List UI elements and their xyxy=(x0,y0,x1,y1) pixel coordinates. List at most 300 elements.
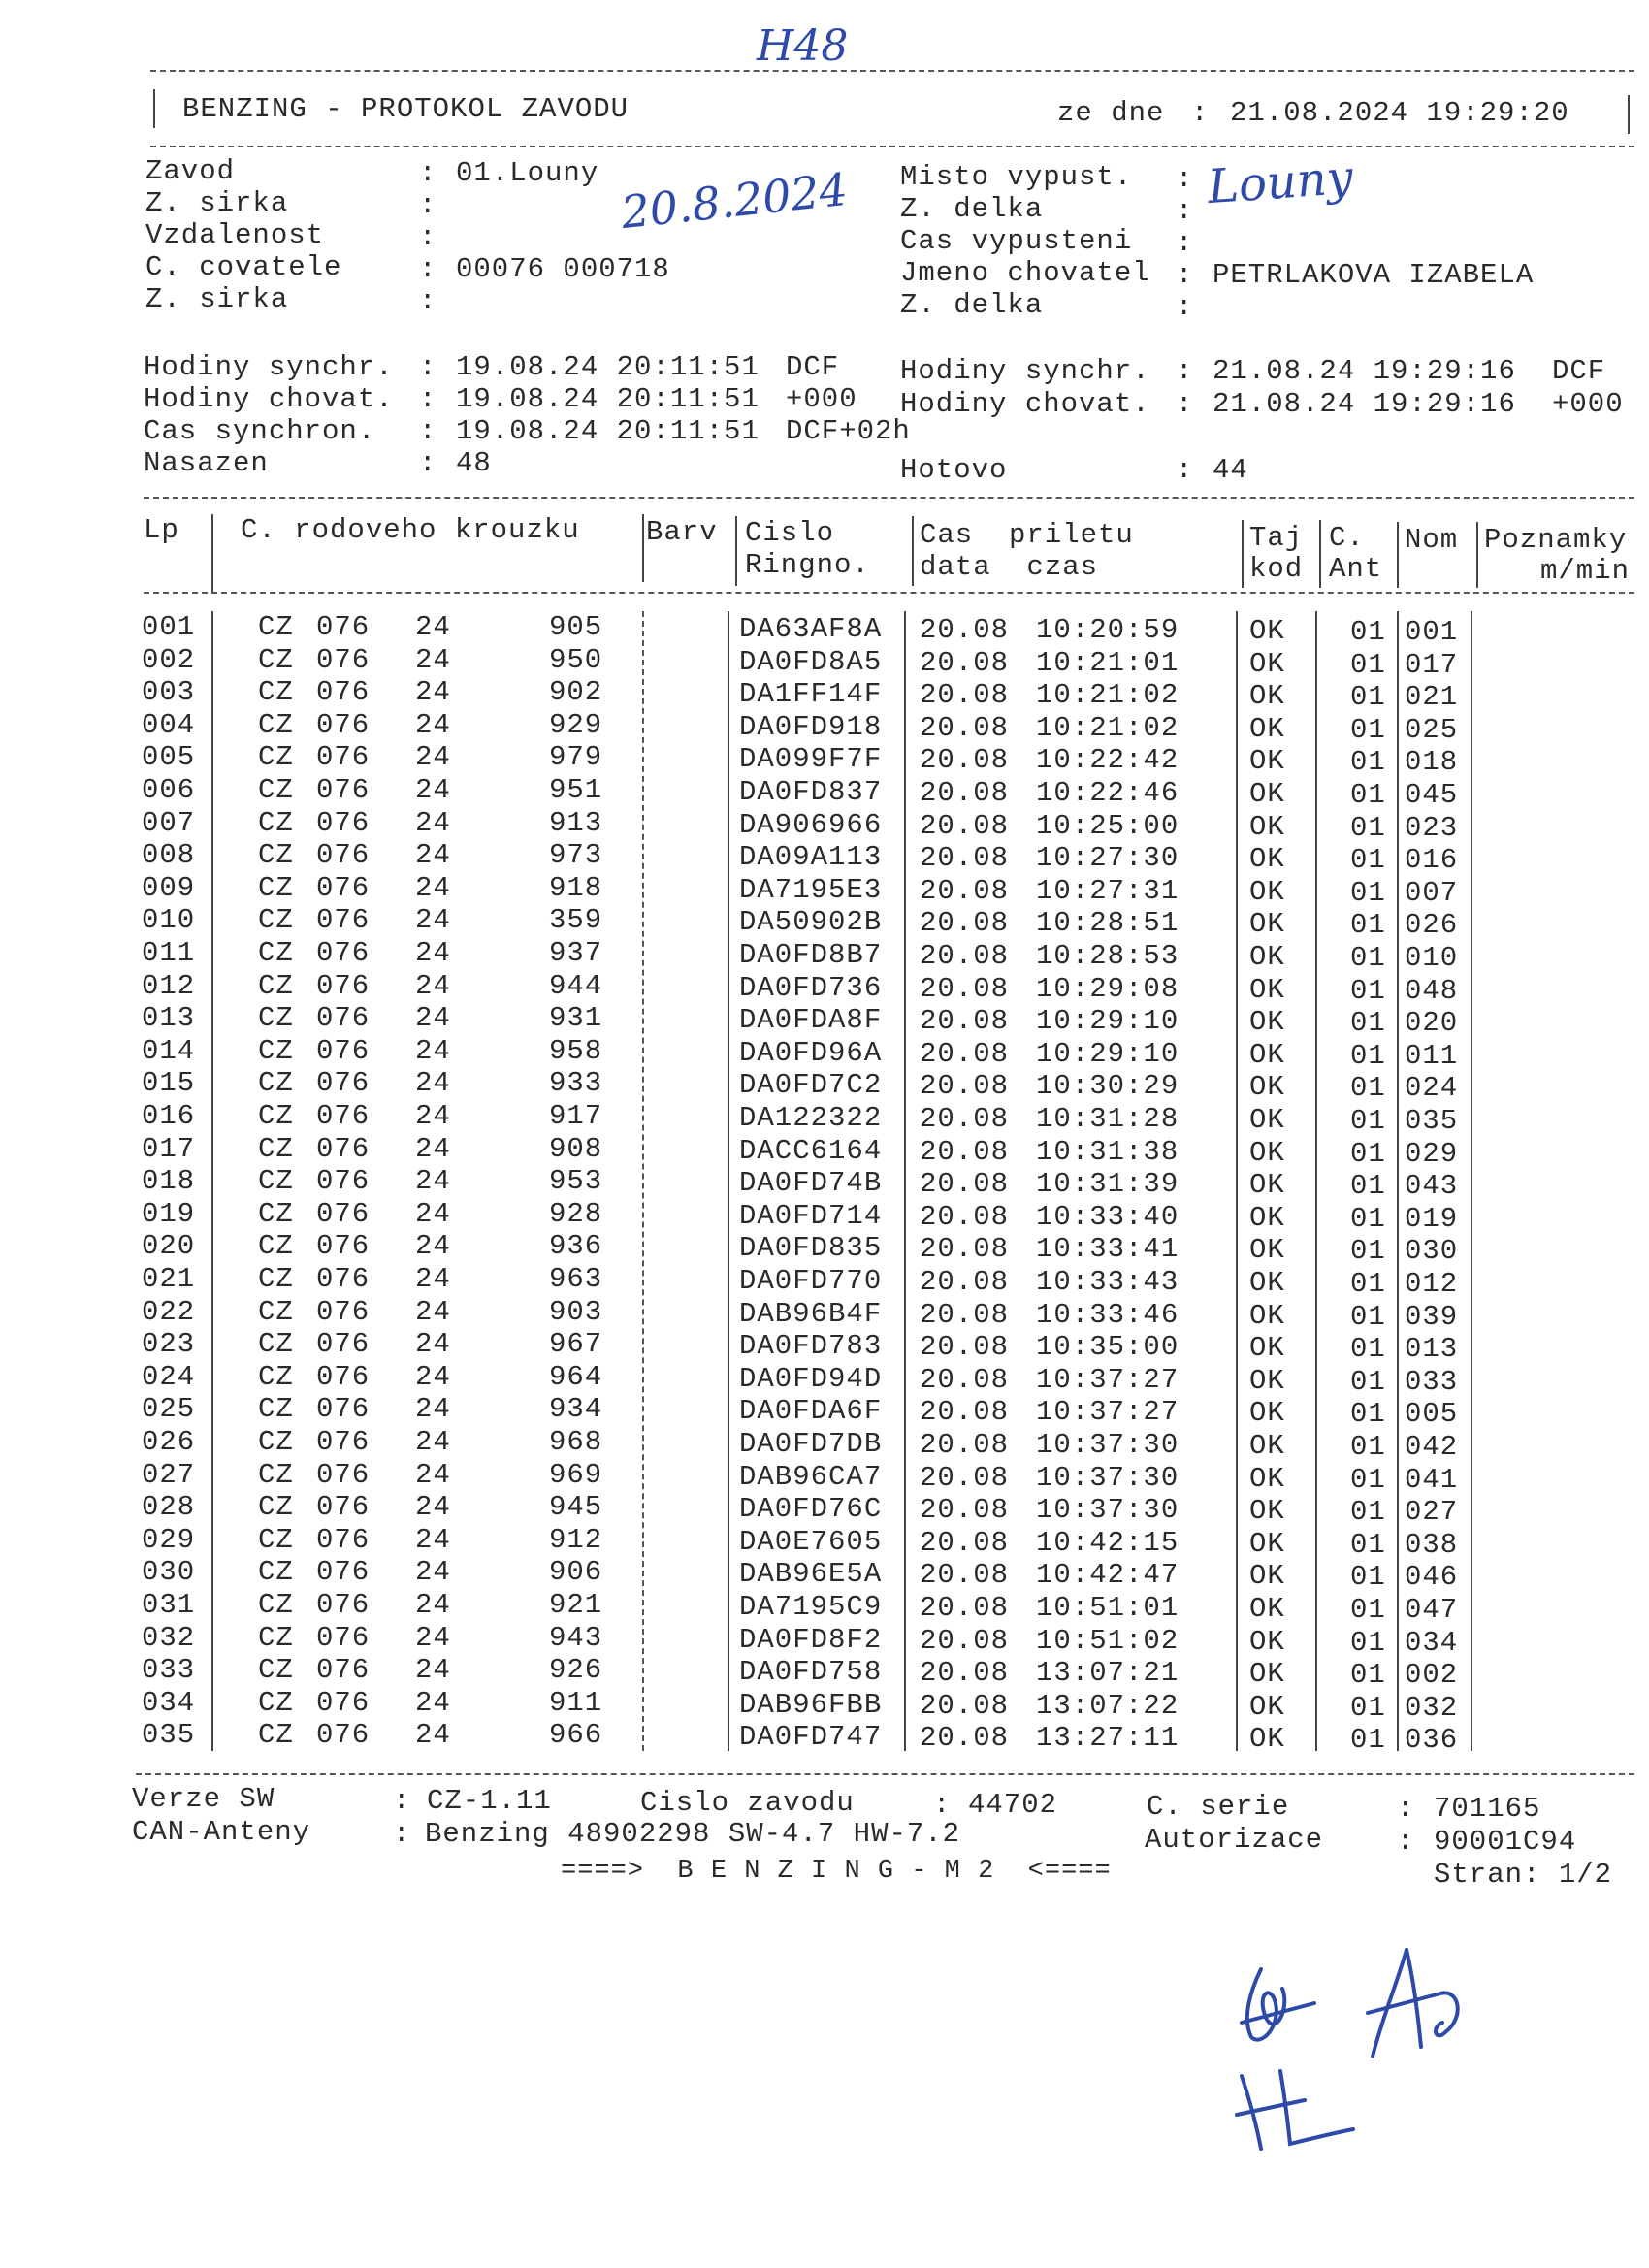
row-taj: OK xyxy=(1249,1463,1285,1495)
info-right-value: PETRLAKOVA IZABELA xyxy=(1212,259,1535,291)
row-country-code: 076 xyxy=(316,1393,371,1425)
autor-value: 90001C94 xyxy=(1434,1826,1577,1858)
sync-right-suffix: +000 xyxy=(1552,388,1624,420)
row-year: 24 xyxy=(415,1100,451,1132)
cislo-colon: : xyxy=(933,1789,952,1821)
row-taj: OK xyxy=(1249,680,1285,712)
info-right-colon: : xyxy=(1176,195,1194,227)
row-time: 13:27:11 xyxy=(1036,1722,1180,1754)
row-country-code: 076 xyxy=(316,1361,371,1393)
sync-left-colon: : xyxy=(419,415,437,447)
row-country: CZ xyxy=(258,1100,294,1132)
row-ant: 01 xyxy=(1350,1561,1386,1593)
info-right-colon: : xyxy=(1176,227,1194,259)
verze-value: CZ-1.11 xyxy=(427,1785,552,1817)
row-nom: 043 xyxy=(1405,1170,1459,1202)
row-lp: 030 xyxy=(142,1556,196,1588)
info-right-label: Misto vypust. xyxy=(900,161,1133,193)
row-time: 10:42:15 xyxy=(1036,1527,1180,1559)
body-column-divider xyxy=(1397,611,1399,1751)
col-header-cislo: Cislo xyxy=(745,517,835,549)
col-header-poznamky: Poznamky xyxy=(1484,524,1628,556)
row-country-code: 076 xyxy=(316,1328,371,1360)
row-country: CZ xyxy=(258,807,294,839)
row-year: 24 xyxy=(415,1654,451,1686)
row-lp: 013 xyxy=(142,1002,196,1034)
row-date: 20.08 xyxy=(920,1592,1010,1624)
row-lp: 002 xyxy=(142,644,196,676)
row-country: CZ xyxy=(258,1654,294,1686)
row-chip-id: DA0FD918 xyxy=(739,711,883,743)
row-lp: 007 xyxy=(142,807,196,839)
row-year: 24 xyxy=(415,807,451,839)
row-country-code: 076 xyxy=(316,709,371,741)
autor-label: Autorizace xyxy=(1145,1824,1324,1856)
handwritten-date: 20.8.2024 xyxy=(618,162,851,240)
row-country: CZ xyxy=(258,611,294,643)
row-lp: 003 xyxy=(142,676,196,708)
info-right-label: Jmeno chovatel xyxy=(900,257,1150,289)
row-country-code: 076 xyxy=(316,1426,371,1458)
row-ring-number: 933 xyxy=(549,1067,603,1099)
row-taj: OK xyxy=(1249,908,1285,940)
row-country: CZ xyxy=(258,872,294,904)
row-ring-number: 979 xyxy=(549,741,603,773)
can-label: CAN-Anteny xyxy=(132,1816,311,1848)
col-header-lp: Lp xyxy=(144,514,179,546)
row-ring-number: 926 xyxy=(549,1654,603,1686)
row-chip-id: DA0FDA8F xyxy=(739,1004,883,1036)
row-ring-number: 951 xyxy=(549,774,603,806)
row-country: CZ xyxy=(258,1198,294,1230)
body-column-divider xyxy=(728,611,729,1751)
info-left-colon: : xyxy=(419,221,437,253)
row-ant: 01 xyxy=(1350,616,1386,648)
header-left-border xyxy=(153,89,155,128)
row-taj: OK xyxy=(1249,648,1285,680)
row-date: 20.08 xyxy=(920,647,1010,679)
row-year: 24 xyxy=(415,709,451,741)
sync-left-value: 19.08.24 20:11:51 xyxy=(456,351,760,383)
row-country: CZ xyxy=(258,774,294,806)
verze-colon: : xyxy=(393,1785,411,1817)
row-time: 10:21:01 xyxy=(1036,647,1180,679)
row-country-code: 076 xyxy=(316,904,371,936)
row-country-code: 076 xyxy=(316,1589,371,1621)
row-ant: 01 xyxy=(1350,1040,1386,1072)
row-chip-id: DA0FD758 xyxy=(739,1656,883,1688)
row-date: 20.08 xyxy=(920,1396,1010,1428)
col-header-mmin: m/min xyxy=(1540,555,1631,587)
row-nom: 042 xyxy=(1405,1431,1459,1463)
col-header-kod: kod xyxy=(1249,553,1304,585)
autor-colon: : xyxy=(1397,1826,1415,1858)
row-lp: 006 xyxy=(142,774,196,806)
row-nom: 032 xyxy=(1405,1692,1459,1724)
row-lp: 033 xyxy=(142,1654,196,1686)
row-date: 20.08 xyxy=(920,1070,1010,1102)
row-chip-id: DA0FD7C2 xyxy=(739,1069,883,1101)
row-taj: OK xyxy=(1249,941,1285,973)
row-country: CZ xyxy=(258,1589,294,1621)
row-lp: 019 xyxy=(142,1198,196,1230)
row-chip-id: DA7195E3 xyxy=(739,874,883,906)
row-chip-id: DACC6164 xyxy=(739,1135,883,1167)
row-country: CZ xyxy=(258,937,294,969)
row-taj: OK xyxy=(1249,1006,1285,1038)
row-lp: 021 xyxy=(142,1263,196,1295)
row-date: 20.08 xyxy=(920,1168,1010,1200)
row-year: 24 xyxy=(415,1459,451,1491)
row-ant: 01 xyxy=(1350,942,1386,974)
row-nom: 005 xyxy=(1405,1398,1459,1430)
row-time: 10:29:10 xyxy=(1036,1005,1180,1037)
info-left-value: 01.Louny xyxy=(456,157,599,189)
row-lp: 016 xyxy=(142,1100,196,1132)
row-taj: OK xyxy=(1249,1137,1285,1169)
row-chip-id: DAB96E5A xyxy=(739,1558,883,1590)
report-date-colon: : xyxy=(1191,97,1210,129)
row-country: CZ xyxy=(258,1491,294,1523)
row-ant: 01 xyxy=(1350,681,1386,713)
row-ring-number: 906 xyxy=(549,1556,603,1588)
row-time: 10:27:31 xyxy=(1036,875,1180,907)
row-date: 20.08 xyxy=(920,1462,1010,1494)
row-chip-id: DA099F7F xyxy=(739,743,883,775)
sync-right-colon: : xyxy=(1176,355,1194,387)
col-header-ring: C. rodoveho krouzku xyxy=(241,514,580,546)
row-year: 24 xyxy=(415,1361,451,1393)
row-lp: 005 xyxy=(142,741,196,773)
row-ring-number: 929 xyxy=(549,709,603,741)
row-taj: OK xyxy=(1249,1234,1285,1266)
row-date: 20.08 xyxy=(920,1103,1010,1135)
col-header-cas: Cas priletu xyxy=(920,519,1134,551)
col-header-nom: Nom xyxy=(1405,524,1459,556)
row-year: 24 xyxy=(415,1230,451,1262)
signature-2 xyxy=(1353,1940,1479,2076)
header-right-border xyxy=(1628,95,1630,134)
row-lp: 020 xyxy=(142,1230,196,1262)
row-country-code: 076 xyxy=(316,937,371,969)
row-chip-id: DA0FD8F2 xyxy=(739,1624,883,1656)
row-time: 10:21:02 xyxy=(1036,679,1180,711)
row-nom: 034 xyxy=(1405,1627,1459,1659)
row-ring-number: 905 xyxy=(549,611,603,643)
row-year: 24 xyxy=(415,644,451,676)
row-ant: 01 xyxy=(1350,1464,1386,1496)
row-nom: 048 xyxy=(1405,975,1459,1007)
row-taj: OK xyxy=(1249,1071,1285,1103)
row-ant: 01 xyxy=(1350,1170,1386,1202)
sync-left-colon: : xyxy=(419,351,437,383)
report-title: BENZING - PROTOKOL ZAVODU xyxy=(182,93,630,125)
row-chip-id: DA0E7605 xyxy=(739,1526,883,1558)
row-taj: OK xyxy=(1249,1397,1285,1429)
row-year: 24 xyxy=(415,1719,451,1751)
row-country-code: 076 xyxy=(316,774,371,806)
row-lp: 028 xyxy=(142,1491,196,1523)
row-nom: 035 xyxy=(1405,1105,1459,1137)
report-date-label: ze dne xyxy=(1057,97,1165,129)
row-year: 24 xyxy=(415,741,451,773)
row-lp: 034 xyxy=(142,1687,196,1719)
row-country: CZ xyxy=(258,1426,294,1458)
row-ring-number: 908 xyxy=(549,1133,603,1165)
sync-left-value: 19.08.24 20:11:51 xyxy=(456,383,760,415)
row-ring-number: 911 xyxy=(549,1687,603,1719)
row-date: 20.08 xyxy=(920,679,1010,711)
row-ant: 01 xyxy=(1350,1301,1386,1333)
row-date: 20.08 xyxy=(920,1233,1010,1265)
row-ring-number: 912 xyxy=(549,1524,603,1556)
row-country-code: 076 xyxy=(316,1002,371,1034)
serie-colon: : xyxy=(1397,1793,1415,1825)
row-time: 10:22:46 xyxy=(1036,777,1180,809)
header-rule-bottom xyxy=(150,146,1634,147)
row-chip-id: DA1FF14F xyxy=(739,678,883,710)
row-country: CZ xyxy=(258,1165,294,1197)
row-nom: 041 xyxy=(1405,1464,1459,1496)
row-lp: 032 xyxy=(142,1622,196,1654)
table-rule-header xyxy=(144,592,1634,594)
row-lp: 035 xyxy=(142,1719,196,1751)
row-taj: OK xyxy=(1249,1528,1285,1560)
row-nom: 027 xyxy=(1405,1496,1459,1528)
row-ring-number: 936 xyxy=(549,1230,603,1262)
row-date: 20.08 xyxy=(920,777,1010,809)
row-lp: 014 xyxy=(142,1035,196,1067)
row-country-code: 076 xyxy=(316,1296,371,1328)
row-country-code: 076 xyxy=(316,611,371,643)
row-time: 10:51:01 xyxy=(1036,1592,1180,1624)
row-lp: 004 xyxy=(142,709,196,741)
row-ant: 01 xyxy=(1350,1333,1386,1365)
row-country: CZ xyxy=(258,1230,294,1262)
row-taj: OK xyxy=(1249,1593,1285,1625)
row-nom: 020 xyxy=(1405,1007,1459,1039)
sync-left-label: Nasazen xyxy=(144,447,269,479)
col-header-data-czas: data czas xyxy=(920,551,1099,583)
row-ring-number: 944 xyxy=(549,970,603,1002)
row-chip-id: DA122322 xyxy=(739,1102,883,1134)
row-country: CZ xyxy=(258,1067,294,1099)
row-year: 24 xyxy=(415,1524,451,1556)
row-country-code: 076 xyxy=(316,676,371,708)
row-ant: 01 xyxy=(1350,779,1386,811)
can-value: Benzing 48902298 SW-4.7 HW-7.2 xyxy=(425,1818,961,1850)
row-time: 10:33:46 xyxy=(1036,1299,1180,1331)
row-year: 24 xyxy=(415,1556,451,1588)
row-time: 10:31:39 xyxy=(1036,1168,1180,1200)
row-country-code: 076 xyxy=(316,644,371,676)
sync-left-value: 19.08.24 20:11:51 xyxy=(456,415,760,447)
row-lp: 008 xyxy=(142,839,196,871)
row-ant: 01 xyxy=(1350,1007,1386,1039)
row-country: CZ xyxy=(258,1035,294,1067)
row-chip-id: DA7195C9 xyxy=(739,1591,883,1623)
row-chip-id: DA0FDA6F xyxy=(739,1395,883,1427)
row-lp: 009 xyxy=(142,872,196,904)
row-time: 10:31:38 xyxy=(1036,1136,1180,1168)
serie-value: 701165 xyxy=(1434,1793,1541,1825)
sync-left-colon: : xyxy=(419,447,437,479)
row-year: 24 xyxy=(415,1263,451,1295)
row-taj: OK xyxy=(1249,1723,1285,1755)
row-country-code: 076 xyxy=(316,1654,371,1686)
row-ant: 01 xyxy=(1350,1203,1386,1235)
row-time: 10:28:51 xyxy=(1036,907,1180,939)
row-year: 24 xyxy=(415,1035,451,1067)
row-chip-id: DA0FD96A xyxy=(739,1037,883,1069)
info-left-colon: : xyxy=(419,157,437,189)
row-time: 10:31:28 xyxy=(1036,1103,1180,1135)
row-time: 10:42:47 xyxy=(1036,1559,1180,1591)
row-year: 24 xyxy=(415,676,451,708)
row-country-code: 076 xyxy=(316,807,371,839)
row-country-code: 076 xyxy=(316,1133,371,1165)
body-column-divider xyxy=(1471,611,1472,1751)
sync-right-value: 44 xyxy=(1212,454,1248,486)
header-column-divider xyxy=(642,514,644,582)
row-ant: 01 xyxy=(1350,1366,1386,1398)
sync-left-colon: : xyxy=(419,383,437,415)
row-ring-number: 937 xyxy=(549,937,603,969)
row-time: 10:37:27 xyxy=(1036,1396,1180,1428)
cislo-label: Cislo zavodu xyxy=(640,1787,855,1819)
row-ring-number: 945 xyxy=(549,1491,603,1523)
row-ant: 01 xyxy=(1350,1627,1386,1659)
row-taj: OK xyxy=(1249,1332,1285,1364)
info-left-value: 00076 000718 xyxy=(456,253,670,285)
row-taj: OK xyxy=(1249,745,1285,777)
row-nom: 029 xyxy=(1405,1138,1459,1170)
row-ant: 01 xyxy=(1350,1659,1386,1691)
header-column-divider xyxy=(912,516,914,586)
row-ring-number: 943 xyxy=(549,1622,603,1654)
row-ring-number: 950 xyxy=(549,644,603,676)
row-country-code: 076 xyxy=(316,1067,371,1099)
row-year: 24 xyxy=(415,1296,451,1328)
row-time: 10:37:27 xyxy=(1036,1364,1180,1396)
row-lp: 023 xyxy=(142,1328,196,1360)
row-year: 24 xyxy=(415,1687,451,1719)
row-ant: 01 xyxy=(1350,975,1386,1007)
row-date: 20.08 xyxy=(920,712,1010,744)
row-ring-number: 931 xyxy=(549,1002,603,1034)
row-taj: OK xyxy=(1249,1039,1285,1071)
row-country-code: 076 xyxy=(316,1687,371,1719)
row-date: 20.08 xyxy=(920,1625,1010,1657)
row-nom: 012 xyxy=(1405,1268,1459,1300)
row-date: 20.08 xyxy=(920,875,1010,907)
row-ant: 01 xyxy=(1350,812,1386,844)
row-nom: 010 xyxy=(1405,942,1459,974)
row-time: 10:25:00 xyxy=(1036,810,1180,842)
row-ant: 01 xyxy=(1350,1138,1386,1170)
row-ant: 01 xyxy=(1350,746,1386,778)
row-time: 10:28:53 xyxy=(1036,940,1180,972)
row-date: 20.08 xyxy=(920,973,1010,1005)
serie-label: C. serie xyxy=(1147,1791,1290,1823)
row-taj: OK xyxy=(1249,615,1285,647)
row-country: CZ xyxy=(258,1133,294,1165)
header-column-divider xyxy=(1476,522,1478,588)
sync-right-colon: : xyxy=(1176,454,1194,486)
row-taj: OK xyxy=(1249,876,1285,908)
row-country-code: 076 xyxy=(316,1491,371,1523)
info-right-colon: : xyxy=(1176,259,1194,291)
row-year: 24 xyxy=(415,1589,451,1621)
row-ring-number: 921 xyxy=(549,1589,603,1621)
header-column-divider xyxy=(211,514,213,592)
row-country: CZ xyxy=(258,1296,294,1328)
sync-right-label: Hotovo xyxy=(900,454,1008,486)
row-country: CZ xyxy=(258,970,294,1002)
cislo-value: 44702 xyxy=(968,1789,1058,1821)
row-chip-id: DAB96CA7 xyxy=(739,1461,883,1493)
row-nom: 021 xyxy=(1405,681,1459,713)
col-header-barv: Barv xyxy=(646,516,718,548)
sync-left-suffix: DCF+02h xyxy=(786,415,911,447)
header-rule-top xyxy=(150,70,1634,72)
row-country: CZ xyxy=(258,1556,294,1588)
row-ring-number: 968 xyxy=(549,1426,603,1458)
row-lp: 010 xyxy=(142,904,196,936)
row-ant: 01 xyxy=(1350,1724,1386,1756)
info-left-label: Z. sirka xyxy=(146,283,289,315)
row-chip-id: DAB96B4F xyxy=(739,1298,883,1330)
info-left-colon: : xyxy=(419,285,437,317)
row-date: 20.08 xyxy=(920,1005,1010,1037)
col-header-ant: Ant xyxy=(1329,553,1383,585)
row-time: 10:30:29 xyxy=(1036,1070,1180,1102)
info-right-colon: : xyxy=(1176,163,1194,195)
body-column-divider xyxy=(1236,611,1238,1751)
row-nom: 007 xyxy=(1405,877,1459,909)
row-ring-number: 953 xyxy=(549,1165,603,1197)
col-header-taj: Taj xyxy=(1249,522,1304,554)
row-taj: OK xyxy=(1249,713,1285,745)
row-year: 24 xyxy=(415,1328,451,1360)
row-ring-number: 973 xyxy=(549,839,603,871)
row-chip-id: DA63AF8A xyxy=(739,613,883,645)
info-right-label: Z. delka xyxy=(900,193,1044,225)
row-year: 24 xyxy=(415,1002,451,1034)
row-country-code: 076 xyxy=(316,1719,371,1751)
row-nom: 026 xyxy=(1405,909,1459,941)
row-taj: OK xyxy=(1249,974,1285,1006)
sync-left-suffix: +000 xyxy=(786,383,857,415)
row-chip-id: DA0FD747 xyxy=(739,1721,883,1753)
row-time: 10:51:02 xyxy=(1036,1625,1180,1657)
row-country: CZ xyxy=(258,644,294,676)
info-right-colon: : xyxy=(1176,291,1194,323)
row-lp: 001 xyxy=(142,611,196,643)
row-nom: 038 xyxy=(1405,1529,1459,1561)
row-time: 10:22:42 xyxy=(1036,744,1180,776)
row-date: 20.08 xyxy=(920,810,1010,842)
row-year: 24 xyxy=(415,1133,451,1165)
row-date: 20.08 xyxy=(920,614,1010,646)
verze-label: Verze SW xyxy=(132,1783,275,1815)
row-ant: 01 xyxy=(1350,1496,1386,1528)
row-country: CZ xyxy=(258,741,294,773)
row-lp: 011 xyxy=(142,937,196,969)
row-lp: 029 xyxy=(142,1524,196,1556)
sync-left-label: Cas synchron. xyxy=(144,415,376,447)
row-ant: 01 xyxy=(1350,909,1386,941)
